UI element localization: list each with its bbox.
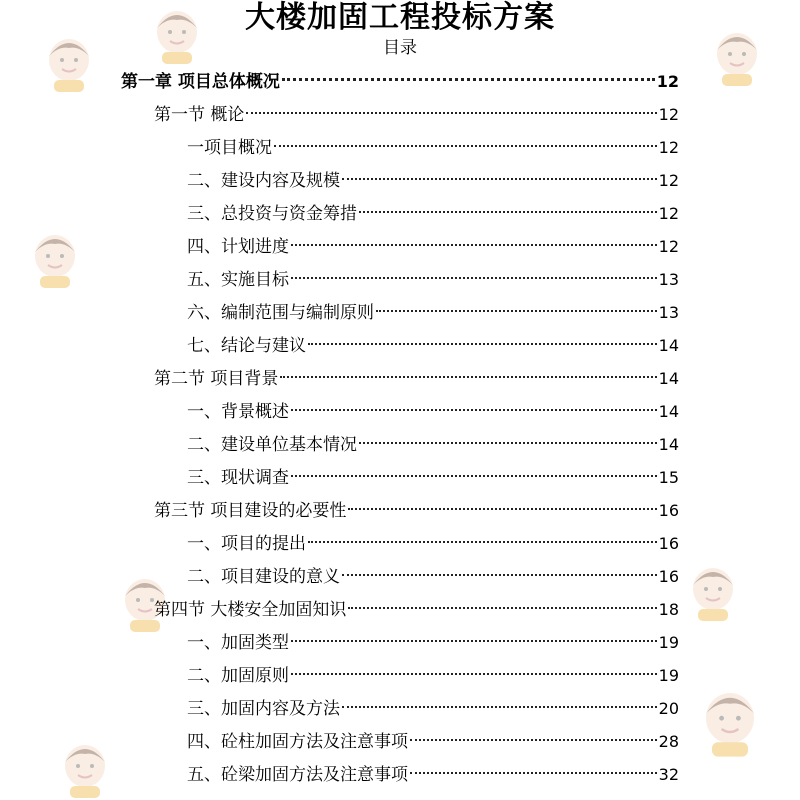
toc-dot-leader [246,112,656,114]
page-title: 大楼加固工程投标方案 [245,0,555,35]
toc-dot-leader [359,211,657,213]
toc-entry[interactable] [187,231,679,263]
toc-entry[interactable] [187,561,679,593]
toc-entry[interactable] [187,132,679,164]
toc-entry[interactable] [187,429,679,461]
toc-entry[interactable] [187,264,679,296]
toc-entry[interactable] [154,363,679,395]
toc-dot-leader [291,244,657,246]
toc-dot-leader [280,376,656,378]
toc-entry[interactable] [187,198,679,230]
toc-dot-leader [291,673,657,675]
toc-dot-leader [291,409,657,411]
toc-entry-label: 第一节 概论 [154,105,245,125]
toc-dot-leader [376,310,657,312]
toc-entry-page-number: 14 [658,402,679,421]
toc-entry[interactable] [187,396,679,428]
toc-entry-label: 六、编制范围与编制原则 [187,303,374,323]
toc-entry-label: 一、项目的提出 [187,534,306,554]
toc-entry-page-number: 28 [658,732,679,751]
toc-entry[interactable] [187,330,679,362]
toc-entry-page-number: 18 [658,600,679,619]
toc-dot-leader [291,640,657,642]
toc-entry-page-number: 19 [658,666,679,685]
toc-dot-leader [410,772,657,774]
toc-entry[interactable] [154,594,679,626]
toc-entry-label: 三、现状调查 [187,468,289,488]
toc-entry-page-number: 14 [658,369,679,388]
toc-entry-label: 一、背景概述 [187,402,289,422]
toc-entry-page-number: 12 [658,237,679,256]
toc-entry-page-number: 13 [658,270,679,289]
toc-dot-leader [308,541,657,543]
toc-entry[interactable] [154,495,679,527]
toc-entry[interactable] [187,759,679,791]
toc-entry-label: 一项目概况 [187,138,272,158]
toc-entry[interactable] [187,462,679,494]
toc-dot-leader [342,574,657,576]
toc-entry-page-number: 14 [658,435,679,454]
toc-entry-page-number: 14 [658,336,679,355]
toc-entry-page-number: 12 [656,72,679,91]
toc-entry[interactable] [187,165,679,197]
toc-entry-label: 第四节 大楼安全加固知识 [154,600,347,620]
toc-dot-leader [342,706,657,708]
toc-entry-label: 三、总投资与资金筹措 [187,204,357,224]
toc-entry[interactable] [187,528,679,560]
toc-entry[interactable] [187,297,679,329]
toc-entry-label: 七、结论与建议 [187,336,306,356]
toc-heading: 目录 [383,38,417,58]
toc-entry[interactable] [187,693,679,725]
toc-entry-label: 第二节 项目背景 [154,369,279,389]
toc-entry-page-number: 32 [658,765,679,784]
toc-entry-page-number: 16 [658,567,679,586]
toc-entry-page-number: 15 [658,468,679,487]
toc-entry-page-number: 16 [658,501,679,520]
toc-entry[interactable] [121,66,679,98]
toc-entry-page-number: 12 [658,105,679,124]
toc-entry[interactable] [187,660,679,692]
toc-entry-label: 第一章 项目总体概况 [121,72,280,92]
toc-entry-label: 三、加固内容及方法 [187,699,340,719]
toc-dot-leader [359,442,657,444]
toc-entry-page-number: 13 [658,303,679,322]
toc-dot-leader [410,739,657,741]
toc-entry-label: 二、建设内容及规模 [187,171,340,191]
toc-dot-leader [342,178,657,180]
toc-entry[interactable] [187,726,679,758]
toc-dot-leader [348,607,656,609]
toc-entry-label: 二、加固原则 [187,666,289,686]
toc-entry-page-number: 16 [658,534,679,553]
toc-dot-leader [274,145,657,147]
toc-dot-leader [291,277,657,279]
toc-entry[interactable] [154,99,679,131]
toc-dot-leader [308,343,657,345]
watermark-mascot-icon [700,688,760,758]
toc-entry-label: 五、砼梁加固方法及注意事项 [187,765,408,785]
toc-entry-label: 一、加固类型 [187,633,289,653]
toc-dot-leader [282,78,655,81]
toc-entry-label: 四、计划进度 [187,237,289,257]
toc-entry-label: 五、实施目标 [187,270,289,290]
toc-entry-page-number: 12 [658,171,679,190]
toc-entry-page-number: 19 [658,633,679,652]
toc-entry-label: 二、项目建设的意义 [187,567,340,587]
toc-dot-leader [348,508,656,510]
toc-dot-leader [291,475,657,477]
watermark-mascot-icon [60,742,110,798]
toc-entry-label: 二、建设单位基本情况 [187,435,357,455]
watermark-mascot-icon [30,232,80,288]
toc-entry-page-number: 20 [658,699,679,718]
toc-entry-page-number: 12 [658,204,679,223]
watermark-mascot-icon [688,565,738,621]
toc-entry-label: 四、砼柱加固方法及注意事项 [187,732,408,752]
toc-entry[interactable] [187,627,679,659]
toc-entry-label: 第三节 项目建设的必要性 [154,501,347,521]
toc-entry-page-number: 12 [658,138,679,157]
